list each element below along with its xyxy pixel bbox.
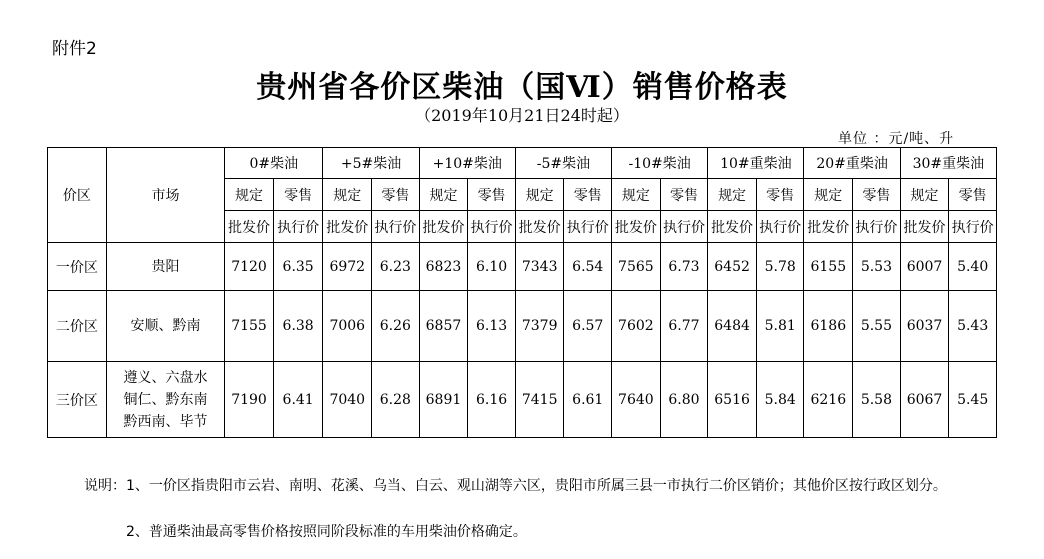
sub-header-retail-top: 零售 [273, 179, 323, 211]
retail-price-cell: 6.73 [660, 243, 708, 291]
retail-price-cell: 6.57 [564, 291, 612, 362]
wholesale-price-cell: 6452 [708, 243, 757, 291]
sub-header-retail-top: 零售 [949, 179, 997, 211]
wholesale-price-cell: 6823 [419, 243, 468, 291]
sub-header-retail-bottom: 执行价 [564, 211, 612, 243]
sub-header-retail-bottom: 执行价 [273, 211, 323, 243]
attachment-label: 附件2 [52, 39, 97, 59]
wholesale-price-cell: 7343 [515, 243, 564, 291]
sub-header-wholesale-bottom: 批发价 [225, 211, 274, 243]
retail-price-cell: 5.58 [853, 362, 901, 438]
market-header: 市场 [106, 148, 224, 243]
sub-header-wholesale-top: 规定 [708, 179, 757, 211]
retail-price-cell: 5.40 [949, 243, 997, 291]
sub-header-retail-bottom: 执行价 [660, 211, 708, 243]
wholesale-price-cell: 6186 [804, 291, 853, 362]
unit-label: 单位 ：元/吨、升 [838, 131, 955, 147]
sub-header-wholesale-top: 规定 [612, 179, 661, 211]
sub-header-retail-top: 零售 [756, 179, 804, 211]
wholesale-price-cell: 7190 [225, 362, 274, 438]
retail-price-cell: 5.55 [853, 291, 901, 362]
retail-price-cell: 5.53 [853, 243, 901, 291]
wholesale-price-cell: 6007 [900, 243, 949, 291]
wholesale-price-cell: 7415 [515, 362, 564, 438]
wholesale-price-cell: 6067 [900, 362, 949, 438]
market-name: 安顺、黔南 [130, 318, 201, 334]
retail-price-cell: 6.23 [372, 243, 420, 291]
retail-price-cell: 6.77 [660, 291, 708, 362]
wholesale-price-cell: 6037 [900, 291, 949, 362]
wholesale-price-cell: 7379 [515, 291, 564, 362]
market-cell [106, 291, 224, 362]
wholesale-price-cell: 7602 [612, 291, 661, 362]
sub-header-retail-bottom: 执行价 [853, 211, 901, 243]
wholesale-price-cell: 7120 [225, 243, 274, 291]
sub-header-wholesale-bottom: 批发价 [804, 211, 853, 243]
wholesale-price-cell: 7155 [225, 291, 274, 362]
product-header: +10#柴油 [419, 148, 515, 179]
market-cell [106, 362, 224, 438]
wholesale-price-cell: 6891 [419, 362, 468, 438]
sub-header-wholesale-top: 规定 [323, 179, 372, 211]
sub-header-retail-top: 零售 [853, 179, 901, 211]
note-2: 2、普通柴油最高零售价格按照同阶段标准的车用柴油价格确定。 [126, 524, 527, 540]
sub-header-wholesale-top: 规定 [515, 179, 564, 211]
sub-header-wholesale-bottom: 批发价 [612, 211, 661, 243]
wholesale-price-cell: 7040 [323, 362, 372, 438]
sub-header-retail-top: 零售 [372, 179, 420, 211]
product-header: 10#重柴油 [708, 148, 804, 179]
table-row [48, 291, 997, 362]
wholesale-price-cell: 6484 [708, 291, 757, 362]
market-name: 黔西南、毕节 [123, 413, 208, 430]
sub-header-wholesale-bottom: 批发价 [708, 211, 757, 243]
wholesale-price-cell: 6155 [804, 243, 853, 291]
retail-price-cell: 5.84 [756, 362, 804, 438]
product-header: -10#柴油 [612, 148, 708, 179]
sub-header-retail-top: 零售 [468, 179, 516, 211]
product-header: 0#柴油 [225, 148, 323, 179]
note-1: 说明：1、一价区指贵阳市云岩、南明、花溪、乌当、白云、观山湖等六区，贵阳市所属三县一市执行二价区销价；其他价区按行政区划分。 [84, 478, 947, 494]
retail-price-cell: 6.35 [273, 243, 323, 291]
wholesale-price-cell: 7006 [323, 291, 372, 362]
sub-header-retail-bottom: 执行价 [949, 211, 997, 243]
retail-price-cell: 6.80 [660, 362, 708, 438]
retail-price-cell: 5.43 [949, 291, 997, 362]
market-name: 遵义、六盘水 [123, 369, 208, 386]
product-header: +5#柴油 [323, 148, 419, 179]
wholesale-price-cell: 7565 [612, 243, 661, 291]
wholesale-price-cell: 6516 [708, 362, 757, 438]
price-table [47, 147, 997, 438]
sub-header-wholesale-bottom: 批发价 [515, 211, 564, 243]
sub-header-retail-bottom: 执行价 [372, 211, 420, 243]
sub-header-retail-bottom: 执行价 [468, 211, 516, 243]
sub-header-wholesale-top: 规定 [419, 179, 468, 211]
retail-price-cell: 6.41 [273, 362, 323, 438]
retail-price-cell: 6.38 [273, 291, 323, 362]
sub-header-wholesale-bottom: 批发价 [419, 211, 468, 243]
retail-price-cell: 5.45 [949, 362, 997, 438]
sub-header-retail-top: 零售 [564, 179, 612, 211]
sub-header-wholesale-bottom: 批发价 [323, 211, 372, 243]
market-cell [106, 243, 224, 291]
sub-header-wholesale-top: 规定 [804, 179, 853, 211]
sub-header-retail-bottom: 执行价 [756, 211, 804, 243]
table-row [48, 243, 997, 291]
page-title: 贵州省各价区柴油（国Ⅵ）销售价格表 [256, 70, 788, 105]
zone-cell: 二价区 [48, 291, 107, 362]
wholesale-price-cell: 6857 [419, 291, 468, 362]
sub-header-retail-top: 零售 [660, 179, 708, 211]
product-header: 30#重柴油 [900, 148, 996, 179]
wholesale-price-cell: 6216 [804, 362, 853, 438]
table-row [48, 362, 997, 438]
retail-price-cell: 5.81 [756, 291, 804, 362]
retail-price-cell: 6.54 [564, 243, 612, 291]
product-header: -5#柴油 [515, 148, 611, 179]
retail-price-cell: 6.26 [372, 291, 420, 362]
zone-cell: 三价区 [48, 362, 107, 438]
retail-price-cell: 6.10 [468, 243, 516, 291]
retail-price-cell: 5.78 [756, 243, 804, 291]
wholesale-price-cell: 7640 [612, 362, 661, 438]
retail-price-cell: 6.61 [564, 362, 612, 438]
sub-header-wholesale-top: 规定 [225, 179, 274, 211]
retail-price-cell: 6.28 [372, 362, 420, 438]
wholesale-price-cell: 6972 [323, 243, 372, 291]
product-header: 20#重柴油 [804, 148, 900, 179]
sub-header-wholesale-bottom: 批发价 [900, 211, 949, 243]
market-name: 铜仁、黔东南 [123, 391, 208, 408]
zone-cell: 一价区 [48, 243, 107, 291]
market-name: 贵阳 [151, 258, 180, 275]
sub-header-wholesale-top: 规定 [900, 179, 949, 211]
zone-header: 价区 [48, 148, 107, 243]
retail-price-cell: 6.16 [468, 362, 516, 438]
effective-date: （2019年10月21日24时起） [415, 106, 629, 125]
retail-price-cell: 6.13 [468, 291, 516, 362]
